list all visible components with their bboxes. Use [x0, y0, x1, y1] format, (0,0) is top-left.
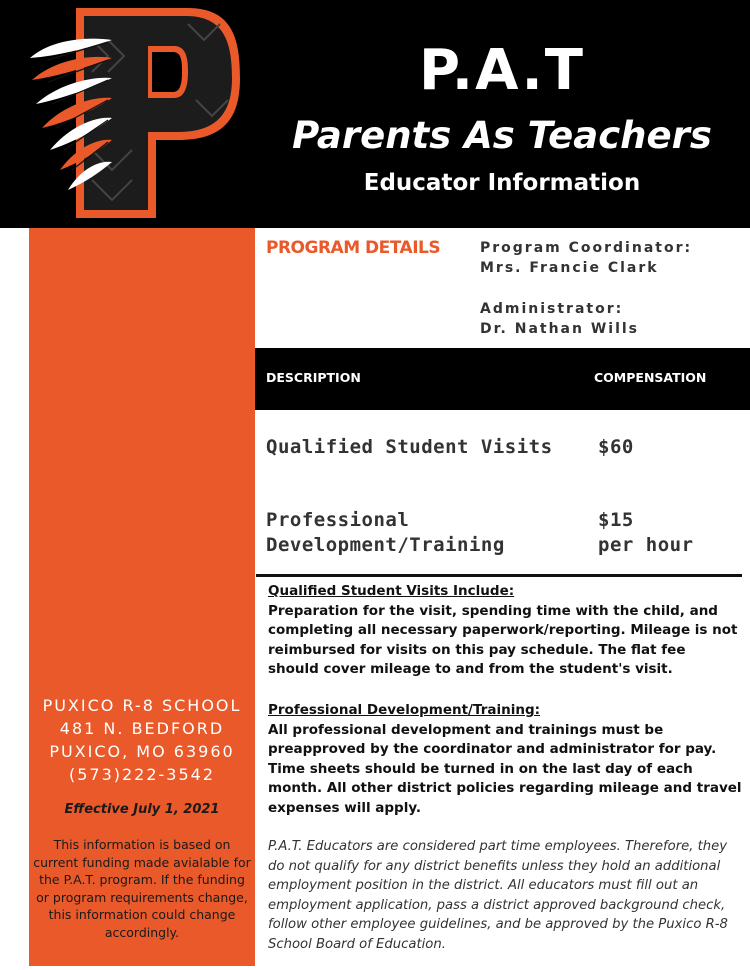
visits-heading: Qualified Student Visits Include: — [268, 583, 515, 599]
visits-text: Preparation for the visit, spending time with the child, and completing all necessary paperwork/reporting. Mileage is not reimbursed for visits on this pay schedule. The flat fee should cover mileage to and from the student's visit. — [268, 602, 738, 677]
address-line-street: 481 N. BEDFORD — [59, 719, 225, 738]
school-address — [29, 694, 255, 786]
page-title: P.A.T — [419, 38, 585, 103]
program-details-heading: PROGRAM DETAILS — [266, 238, 441, 258]
address-line-phone: (573)222-3542 — [68, 765, 216, 784]
effective-date: Effective July 1, 2021 — [64, 802, 220, 817]
table-row-description: Qualified Student Visits — [266, 436, 553, 458]
compensation-line: $15 — [598, 509, 634, 531]
page-subheading: Educator Information — [363, 170, 641, 196]
feathered-p-logo-icon — [28, 0, 254, 228]
description-line: Professional — [266, 509, 410, 531]
training-notes — [268, 701, 742, 818]
table-row-compensation: $60 — [598, 436, 634, 458]
coordinator-block — [480, 238, 692, 278]
coordinator-name: Mrs. Francie Clark — [480, 260, 659, 276]
funding-disclaimer: This information is based on current funding made avialable for the P.A.T. program. If the funding or program requirements change, this information could change accordingly. — [33, 837, 251, 940]
table-row-compensation — [598, 508, 694, 558]
header-banner — [0, 0, 750, 228]
compensation-table-header — [255, 348, 750, 410]
administrator-label: Administrator: — [480, 301, 624, 317]
column-header-description: DESCRIPTION — [266, 370, 361, 385]
training-heading: Professional Development/Training: — [268, 702, 541, 718]
visits-notes — [268, 582, 738, 680]
orange-sidebar — [29, 228, 255, 966]
training-text: All professional development and trainings must be preapproved by the coordinator and administrator for pay. Time sheets should be turned in on the last day of each month. All other district policies regarding mileage and travel expenses will apply. — [268, 721, 742, 816]
description-line: Development/Training — [266, 534, 505, 556]
address-line-school: PUXICO R-8 SCHOOL — [42, 696, 242, 715]
page-subtitle: Parents As Teachers — [292, 114, 712, 157]
table-row-description — [266, 508, 505, 558]
coordinator-label: Program Coordinator: — [480, 240, 693, 256]
employment-note: P.A.T. Educators are considered part time employees. Therefore, they do not qualify for any district benefits unless they hold an additional employment position in the district. All educators must fill out an employment application, pass a district approved background check, follow other employee guidelines, and be approved by the Puxico R-8 School Board of Education. — [268, 839, 728, 952]
administrator-block — [480, 299, 639, 339]
section-divider — [256, 574, 742, 577]
column-header-compensation: COMPENSATION — [594, 370, 707, 385]
compensation-line: per hour — [598, 534, 694, 556]
administrator-name: Dr. Nathan Wills — [480, 321, 640, 337]
address-line-city: PUXICO, MO 63960 — [49, 742, 235, 761]
